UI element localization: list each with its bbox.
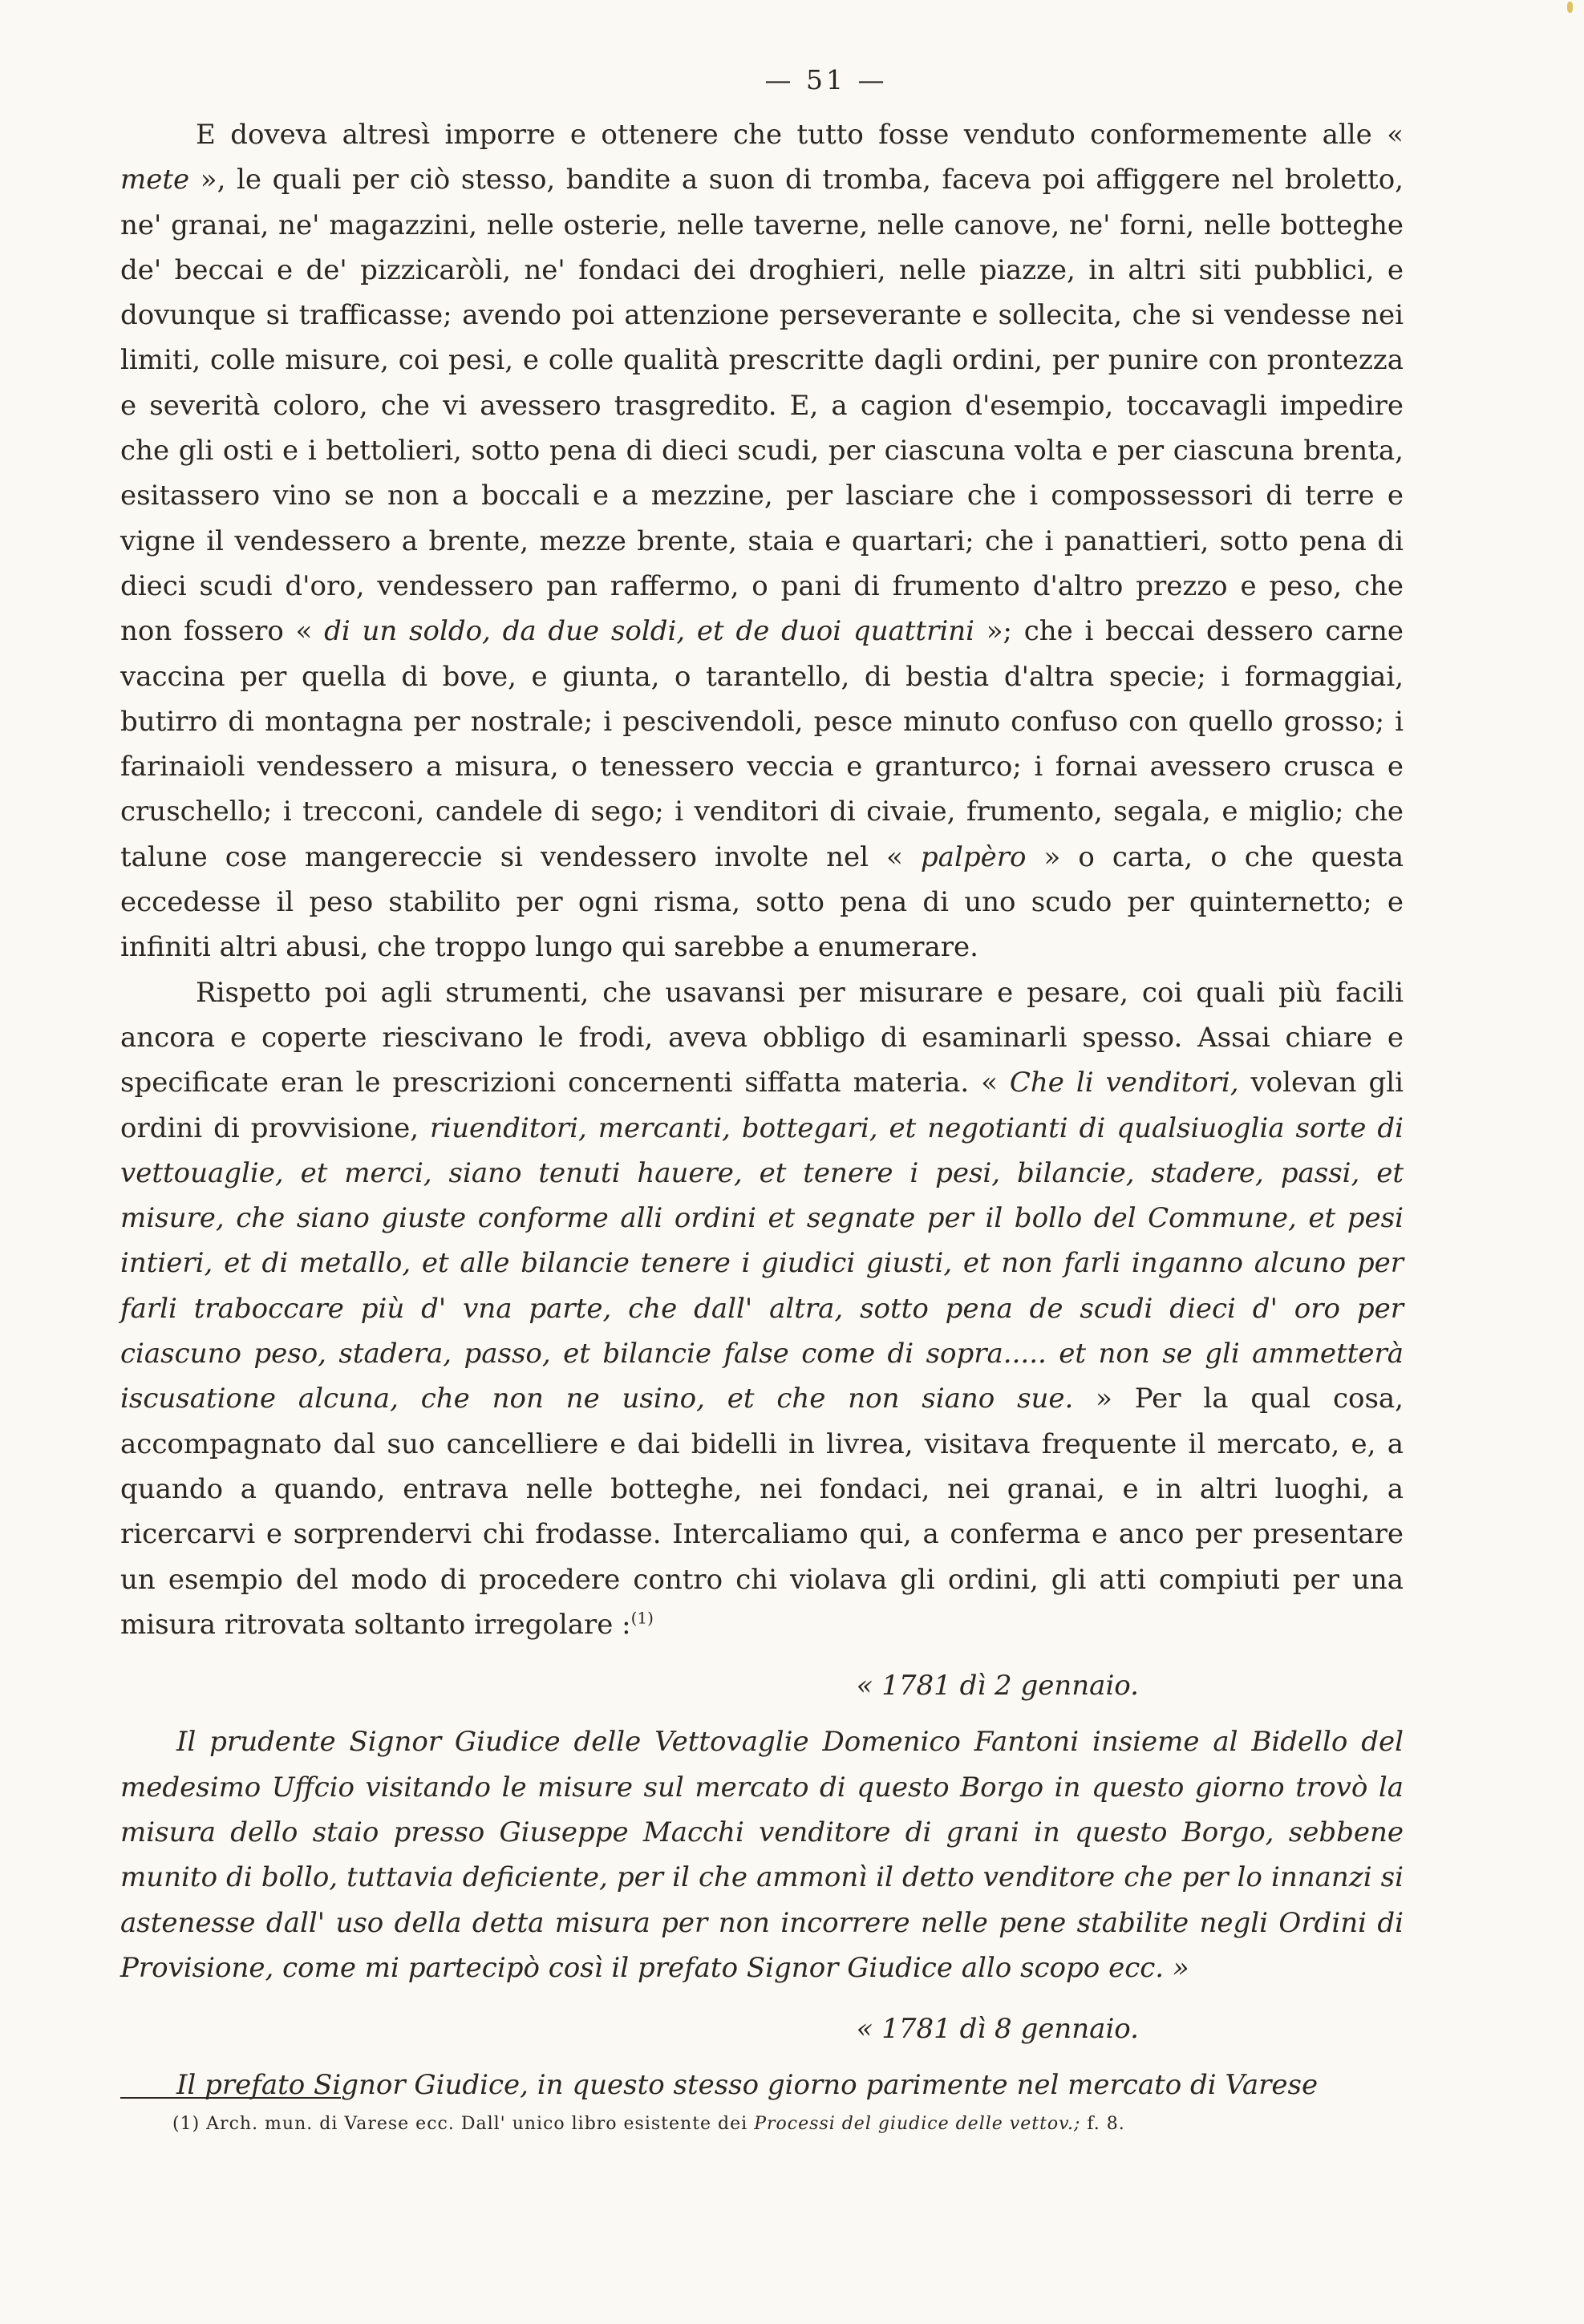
page-number: — 51 —	[764, 64, 888, 95]
footnote-italic: Processi del giudice delle vettov.;	[754, 2114, 1081, 2134]
paragraph-1-segment: mete	[120, 164, 190, 196]
document-date-2: « 1781 dì 8 gennaio.	[856, 2013, 1139, 2046]
document-date-1: « 1781 dì 2 gennaio.	[856, 1670, 1139, 1703]
paragraph-2-segment: Che li venditori,	[1009, 1067, 1239, 1099]
paragraph-2	[120, 970, 1404, 1647]
footnote-marker: (1)	[172, 2114, 201, 2134]
paragraph-2-segment: (1)	[630, 1608, 654, 1628]
paragraph-2-segment: Rispetto poi agli strumenti, che usavansi per misurare e pesare, coi quali più facili ancora e coperte riescivano le frodi, aveva obbligo di esaminarli spesso. Assai chiare e specificate eran le prescrizioni concernenti siffatta materia. «	[120, 976, 1404, 1099]
paragraph-1-segment: E doveva altresì imporre e ottenere che tutto fosse venduto conformemente alle «	[196, 119, 1404, 151]
paragraph-1-segment: », le quali per ciò stesso, bandite a suon di tromba, faceva poi affiggere nel broletto, ne' granai, ne' magazzini, nelle osterie, nelle taverne, nelle canove, ne' forni, nelle botteghe de' beccai e de' pizzicaròli, ne' fondaci dei droghieri, nelle piazze, in altri siti pubblici, e dovunque si trafficasse; avendo poi attenzione perseverante e sollecita, che si vendesse nei limiti, colle misure, coi pesi, e colle qualità prescritte dagli ordini, per punire con prontezza e severità coloro, che vi avessero trasgredito. E, a cagion d'esempio, toccavagli impedire che gli osti e i bettolieri, sotto pena di dieci scudi, per ciascuna volta e per ciascuna brenta, esitassero vino se non a boccali e a mezzine, per lasciare che i compossessori di terre e vigne il vendessero a brente, mezze brente, staia e quartari; che i panattieri, sotto pena di dieci scudi d'oro, vendessero pan raffermo, o pani di frumento d'altro prezzo e peso, che non fossero «	[120, 164, 1404, 648]
paragraph-2-segment: » Per la qual cosa, accompagnato dal suo cancelliere e dai bidelli in livrea, visitava frequente il mercato, e, a quando a quando, entrava nelle botteghe, nei fondaci, nei granai, e in altri luoghi, a ricercarvi e sorprendervi chi frodasse. Intercaliamo qui, a conferma e anco per presentare un esempio del modo di procedere contro chi violava gli ordini, gli atti compiuti per una misura ritrovata soltanto irregolare :	[120, 1383, 1404, 1641]
paragraph-2-segment: riuenditori, mercanti, bottegari, et negotianti di qualsiuoglia sorte di vettouaglie, et merci, siano tenuti hauere, et tenere i pesi, bilancie, stadere, passi, et misure, che siano giuste conforme alli ordini et segnate per il bollo del Commune, et pesi intieri, et di metallo, et alle bilancie tenere i giudici giusti, et non farli inganno alcuno per farli traboccare più d' vna parte, che dall' altra, sotto pena de scudi dieci d' oro per ciascuno peso, stadera, passo, et bilancie false come di sopra..... et non se gli ammetterà iscusatione alcuna, che non ne usino, et che non siano sue.	[120, 1111, 1404, 1415]
page-body	[120, 64, 1404, 2108]
footnote-text: Arch. mun. di Varese ecc. Dall' unico libro esistente dei	[206, 2114, 748, 2134]
footnote-divider	[120, 2097, 341, 2099]
paragraph-1	[120, 112, 1404, 970]
paragraph-1-segment: » o carta, o che questa eccedesse il peso stabilito per ogni risma, sotto pena di uno scudo per quinternetto; e infiniti altri abusi, che troppo lungo qui sarebbe a enumerare.	[120, 840, 1404, 964]
paragraph-2-segment: volevan gli ordini di provvisione,	[120, 1067, 1404, 1144]
paper-fleck	[1567, 2, 1573, 13]
footnote-tail: f. 8.	[1087, 2114, 1125, 2134]
footnote	[172, 2114, 1125, 2134]
paragraph-1-segment: di un soldo, da due soldi, et de duoi quattrini	[324, 615, 974, 648]
paragraph-1-segment: »; che i beccai dessero carne vaccina per quella di bove, e giunta, o tarantello, di bestia d'altra specie; i formaggiai, butirro di montagna per nostrale; i pescivendoli, pesce minuto confuso con quello grosso; i farinaioli vendessero a misura, o tenessero veccia e granturco; i fornai avessero crusca e cruschello; i trecconi, candele di sego; i venditori di civaie, frumento, segala, e miglio; che talune cose mangereccie si vendessero involte nel «	[120, 615, 1404, 873]
document-text-2: Il prefato Signor Giudice, in questo stesso giorno parimente nel mercato di Varese	[176, 2069, 1319, 2102]
paragraph-1-segment: palpèro	[920, 840, 1027, 873]
document-text-1: Il prudente Signor Giudice delle Vettovaglie Domenico Fantoni insieme al Bidello del medesimo Uffcio visitando le misure sul mercato di questo Borgo in questo giorno trovò la misura dello staio presso Giuseppe Macchi venditore di grani in questo Borgo, sebbene munito di bollo, tuttavia deficiente, per il che ammonì il detto venditore che per lo innanzi si astenesse dall' uso della detta misura per non incorrere nelle pene stabilite negli Ordini di Provisione, come mi partecipò così il prefato Signor Giudice allo scopo ecc. »	[120, 1726, 1404, 1984]
